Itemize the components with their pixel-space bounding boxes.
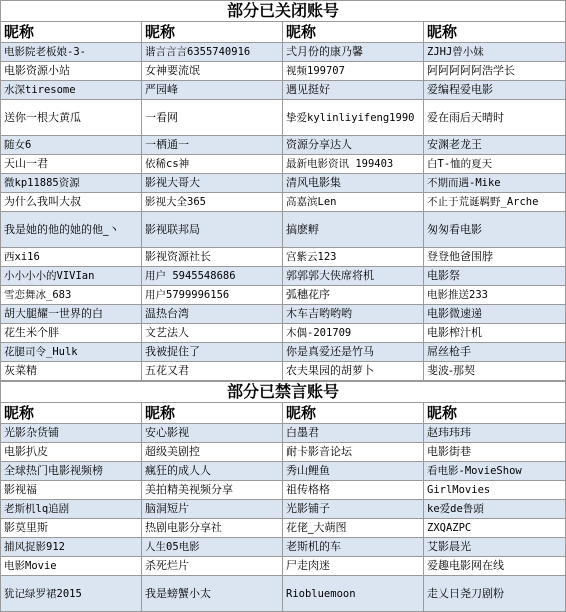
account-name-cell: 斐波-那契 <box>424 362 566 381</box>
account-name-cell: 赵玮玮玮 <box>424 424 566 443</box>
account-name-cell: 尸走肉迷 <box>283 557 424 576</box>
account-name-cell: 登登他爸围脖 <box>424 248 566 267</box>
account-name-cell: 电影推送233 <box>424 286 566 305</box>
account-name-cell: 老斯机的车 <box>283 538 424 557</box>
account-name-cell: 不止于荒诞羁野_Arche <box>424 193 566 212</box>
table-row <box>1 174 566 193</box>
account-name-cell: 文艺法人 <box>142 324 283 343</box>
table-row <box>1 519 566 538</box>
account-name-cell: 谐言言言6355740916 <box>142 43 283 62</box>
account-name-cell: 电影Movie <box>1 557 142 576</box>
account-name-cell: 美拍精美视频分享 <box>142 481 283 500</box>
account-name-cell: 最新电影资讯 199403 <box>283 155 424 174</box>
table-row <box>1 267 566 286</box>
account-name-cell: 影视资源社长 <box>142 248 283 267</box>
account-name-cell: 艾影晨光 <box>424 538 566 557</box>
account-name-cell: 超级美剧控 <box>142 443 283 462</box>
account-name-cell: 祖传格格 <box>283 481 424 500</box>
account-name-cell: 微kp11885资源 <box>1 174 142 193</box>
account-name-cell: 安渊老龙王 <box>424 136 566 155</box>
account-name-cell: 热剧电影分享社 <box>142 519 283 538</box>
account-name-cell: 一栖通一 <box>142 136 283 155</box>
account-name-cell: 电影院老板娘-3- <box>1 43 142 62</box>
account-name-cell: 花生米个胖 <box>1 324 142 343</box>
muted-accounts-table <box>0 381 566 612</box>
account-name-cell: 女神要流氓 <box>142 62 283 81</box>
account-name-cell: 灰菜精 <box>1 362 142 381</box>
account-name-cell: 木车吉哟哟哟 <box>283 305 424 324</box>
account-name-cell: 电影微速递 <box>424 305 566 324</box>
table-row <box>1 462 566 481</box>
account-name-cell: 老斯机lq追剧 <box>1 500 142 519</box>
table-row <box>1 557 566 576</box>
column-header: 昵称 <box>1 403 142 424</box>
account-name-cell: 白墨君 <box>283 424 424 443</box>
account-name-cell: 捕风捉影912 <box>1 538 142 557</box>
table-row <box>1 286 566 305</box>
table-row <box>1 248 566 267</box>
table-row <box>1 136 566 155</box>
account-name-cell: 你是真爱还是竹马 <box>283 343 424 362</box>
table-row <box>1 193 566 212</box>
account-name-cell: 走乂日尧刀剧粉 <box>424 576 566 612</box>
account-name-cell: 挚爱kylinliyifeng1990 <box>283 100 424 136</box>
account-name-cell: 随女6 <box>1 136 142 155</box>
account-name-cell: 光影杂货铺 <box>1 424 142 443</box>
account-name-cell: 瘋狂的成人人 <box>142 462 283 481</box>
account-name-cell: 木偶-201709 <box>283 324 424 343</box>
account-name-cell: 全球热门电影视频榜 <box>1 462 142 481</box>
account-name-cell: 电影榨汁机 <box>424 324 566 343</box>
account-name-cell: 花佬_大蒴图 <box>283 519 424 538</box>
account-name-cell: 我被捉住了 <box>142 343 283 362</box>
table-row <box>1 155 566 174</box>
account-name-cell: 犹记绿罗裙2015 <box>1 576 142 612</box>
column-header: 昵称 <box>142 22 283 43</box>
table-row <box>1 62 566 81</box>
account-name-cell: 胡大腿耀一世界的白 <box>1 305 142 324</box>
account-name-cell: 依稀cs神 <box>142 155 283 174</box>
table-row <box>1 212 566 248</box>
account-name-cell: 电影扒皮 <box>1 443 142 462</box>
account-name-cell: 送你一根大黄瓜 <box>1 100 142 136</box>
column-header: 昵称 <box>424 22 566 43</box>
table-row <box>1 324 566 343</box>
account-name-cell: 阿阿阿阿阿浩学长 <box>424 62 566 81</box>
account-name-cell: 白T-恤的夏天 <box>424 155 566 174</box>
account-name-cell: 我是她的他的她的他_丶 <box>1 212 142 248</box>
account-name-cell: ZXQAZPC <box>424 519 566 538</box>
account-name-cell: Riobluemoon <box>283 576 424 612</box>
account-name-cell: 脑洞短片 <box>142 500 283 519</box>
account-name-cell: 遇见挺好 <box>283 81 424 100</box>
section2-title: 部分已禁言账号 <box>1 382 566 403</box>
column-header: 昵称 <box>142 403 283 424</box>
table-row <box>1 424 566 443</box>
table-row <box>1 343 566 362</box>
account-name-cell: 耐卡影音论坛 <box>283 443 424 462</box>
account-name-cell: 电影资源小站 <box>1 62 142 81</box>
column-header: 昵称 <box>283 22 424 43</box>
account-name-cell: GirlMovies <box>424 481 566 500</box>
account-name-cell: 用户5799996156 <box>142 286 283 305</box>
account-name-cell: 光影铺子 <box>283 500 424 519</box>
header-row <box>1 403 566 424</box>
account-name-cell: 电影祭 <box>424 267 566 286</box>
header-row <box>1 22 566 43</box>
account-name-cell: 五花又君 <box>142 362 283 381</box>
account-name-cell: 水深tiresome <box>1 81 142 100</box>
table-row <box>1 576 566 612</box>
section1-title: 部分已关闭账号 <box>1 1 566 22</box>
account-name-cell: 为什么我叫大叔 <box>1 193 142 212</box>
account-name-cell: 安心影视 <box>142 424 283 443</box>
account-name-cell: 弧穗花序 <box>283 286 424 305</box>
account-name-cell: 影视联邦局 <box>142 212 283 248</box>
table-row <box>1 443 566 462</box>
table-row <box>1 538 566 557</box>
account-name-cell: 杀死烂片 <box>142 557 283 576</box>
account-name-cell: 影莫里斯 <box>1 519 142 538</box>
account-name-cell: 人生05电影 <box>142 538 283 557</box>
account-name-cell: 看电影-MovieShow <box>424 462 566 481</box>
table-row <box>1 362 566 381</box>
account-name-cell: 高嘉滨Len <box>283 193 424 212</box>
table-row <box>1 81 566 100</box>
account-name-cell: 西xi16 <box>1 248 142 267</box>
account-name-cell: 爱编程爱电影 <box>424 81 566 100</box>
account-name-cell: 严园峰 <box>142 81 283 100</box>
account-name-cell: 天山一君 <box>1 155 142 174</box>
account-name-cell: 搞麽孵 <box>283 212 424 248</box>
account-name-cell: 秀山鲤鱼 <box>283 462 424 481</box>
column-header: 昵称 <box>283 403 424 424</box>
account-name-cell: 雪恋舞冰_683 <box>1 286 142 305</box>
account-name-cell: 爱趣电影网在线 <box>424 557 566 576</box>
table-row <box>1 481 566 500</box>
account-name-cell: 小小小小的VIVIan <box>1 267 142 286</box>
column-header: 昵称 <box>1 22 142 43</box>
account-name-cell: 花腿司令_Hulk <box>1 343 142 362</box>
account-name-cell: 影视大全365 <box>142 193 283 212</box>
column-header: 昵称 <box>424 403 566 424</box>
account-name-cell: ke爱de鲁頭 <box>424 500 566 519</box>
account-name-cell: 我是螃蟹小太 <box>142 576 283 612</box>
account-name-cell: 郭郭郭大侠席将机 <box>283 267 424 286</box>
account-name-cell: 弍月份的康乃馨 <box>283 43 424 62</box>
account-name-cell: 影视福 <box>1 481 142 500</box>
account-name-cell: 农夫果园的胡萝卜 <box>283 362 424 381</box>
account-name-cell: 爱在雨后天晴时 <box>424 100 566 136</box>
account-name-cell: 影视大哥大 <box>142 174 283 193</box>
account-name-cell: ZJHJ曾小妹 <box>424 43 566 62</box>
account-name-cell: 清风电影集 <box>283 174 424 193</box>
account-name-cell: 用户 5945548686 <box>142 267 283 286</box>
table-row <box>1 100 566 136</box>
table-row <box>1 305 566 324</box>
account-name-cell: 屌丝枪手 <box>424 343 566 362</box>
account-name-cell: 视频199707 <box>283 62 424 81</box>
account-name-cell: 温热台湾 <box>142 305 283 324</box>
table-row <box>1 43 566 62</box>
account-name-cell: 匆匆看电影 <box>424 212 566 248</box>
account-name-cell: 一看网 <box>142 100 283 136</box>
account-name-cell: 资源分享达人 <box>283 136 424 155</box>
account-name-cell: 宫紫云123 <box>283 248 424 267</box>
account-name-cell: 电影街巷 <box>424 443 566 462</box>
table-row <box>1 500 566 519</box>
account-name-cell: 不期而遇-Mike <box>424 174 566 193</box>
